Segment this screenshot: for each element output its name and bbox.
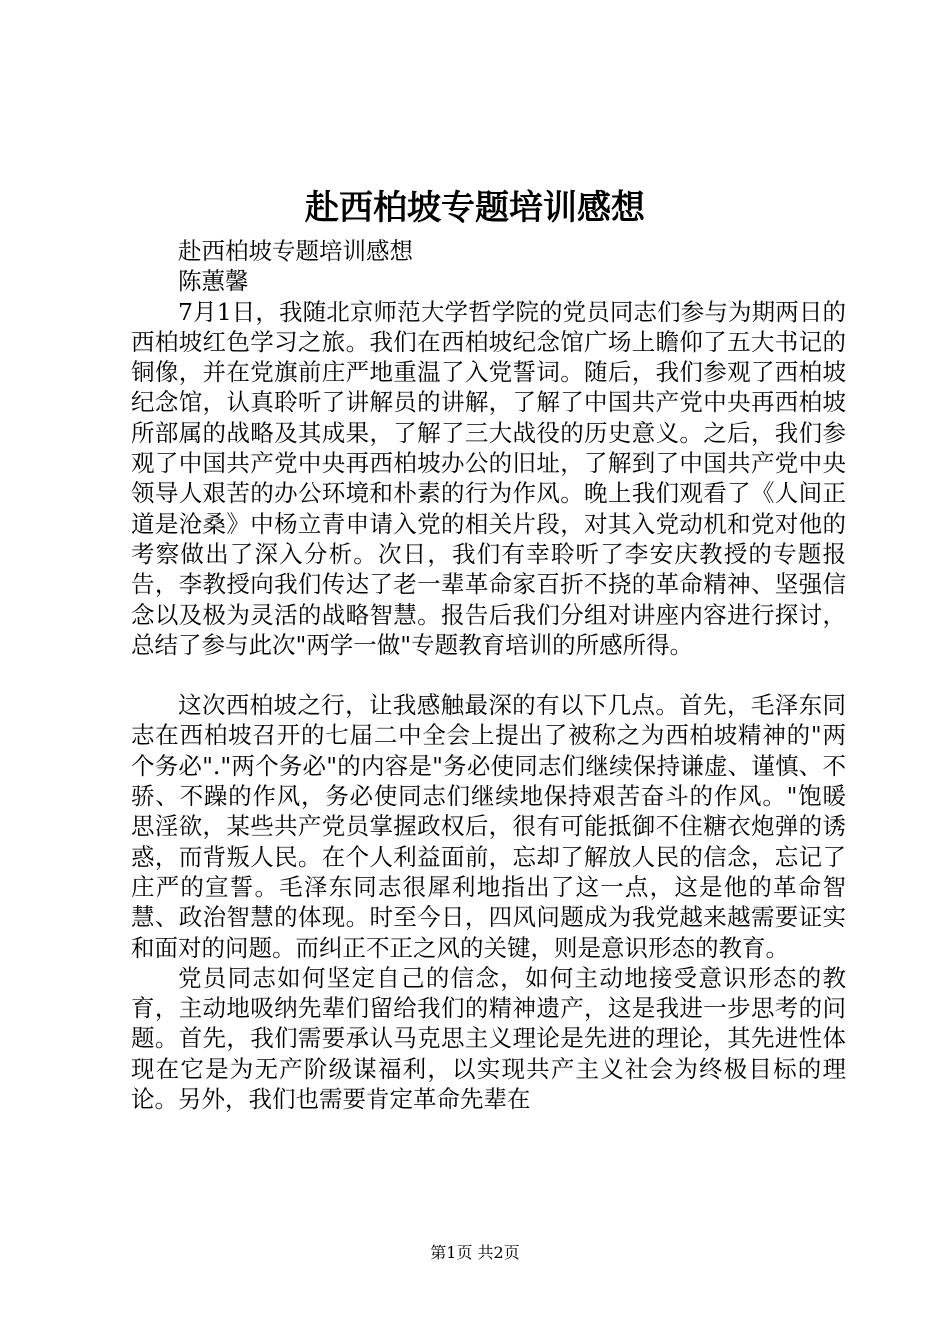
- document-author: 陈蕙馨: [178, 267, 249, 296]
- paragraph-2: 这次西柏坡之行，让我感触最深的有以下几点。首先，毛泽东同志在西柏坡召开的七届二中全会上提出了被称之为西柏坡精神的"两个务必"."两个务必"的内容是"务必使同志们继续保持谦虚、谨慎、不骄、不躁的作风，务必使同志们继续地保持艰苦奋斗的作风。"饱暖思淫欲，某些共产党员掌握政权后，很有可能抵御不住糖衣炮弹的诱惑，而背叛人民。在个人利益面前，忘却了解放人民的信念，忘记了庄严的宣誓。毛泽东同志很犀利地指出了这一点，这是他的革命智慧、政治智慧的体现。时至今日，四风问题成为我党越来越需要证实和面对的问题。而纠正不正之风的关键，则是意识形态的教育。: [131, 691, 846, 962]
- paragraph-1: 7月1日，我随北京师范大学哲学院的党员同志们参与为期两日的西柏坡红色学习之旅。我们在西柏坡纪念馆广场上瞻仰了五大书记的铜像，并在党旗前庄严地重温了入党誓词。随后，我们参观了西柏坡纪念馆，认真聆听了讲解员的讲解，了解了中国共产党中央再西柏坡所部属的战略及其成果，了解了三大战役的历史意义。之后，我们参观了中国共产党中央再西柏坡办公的旧址，了解到了中国共产党中央领导人艰苦的办公环境和朴素的行为作风。晚上我们观看了《人间正道是沧桑》中杨立青申请入党的相关片段，对其入党动机和党对他的考察做出了深入分析。次日，我们有幸聆听了李安庆教授的专题报告，李教授向我们传达了老一辈革命家百折不挠的革命精神、坚强信念以及极为灵活的战略智慧。报告后我们分组对讲座内容进行探讨，总结了参与此次"两学一做"专题教育培训的所感所得。: [131, 297, 846, 659]
- paragraph-3: 党员同志如何坚定自己的信念，如何主动地接受意识形态的教育，主动地吸纳先辈们留给我们的精神遗产，这是我进一步思考的问题。首先，我们需要承认马克思主义理论是先进的理论，其先进性体现在它是为无产阶级谋福利，以实现共产主义社会为终极目标的理论。另外，我们也需要肯定革命先辈在: [131, 963, 846, 1114]
- page-footer: 第1页 共2页: [430, 1243, 520, 1262]
- page-title: 赴西柏坡专题培训感想: [305, 188, 645, 228]
- document-subtitle: 赴西柏坡专题培训感想: [178, 237, 413, 265]
- document-body: [131, 236, 846, 1114]
